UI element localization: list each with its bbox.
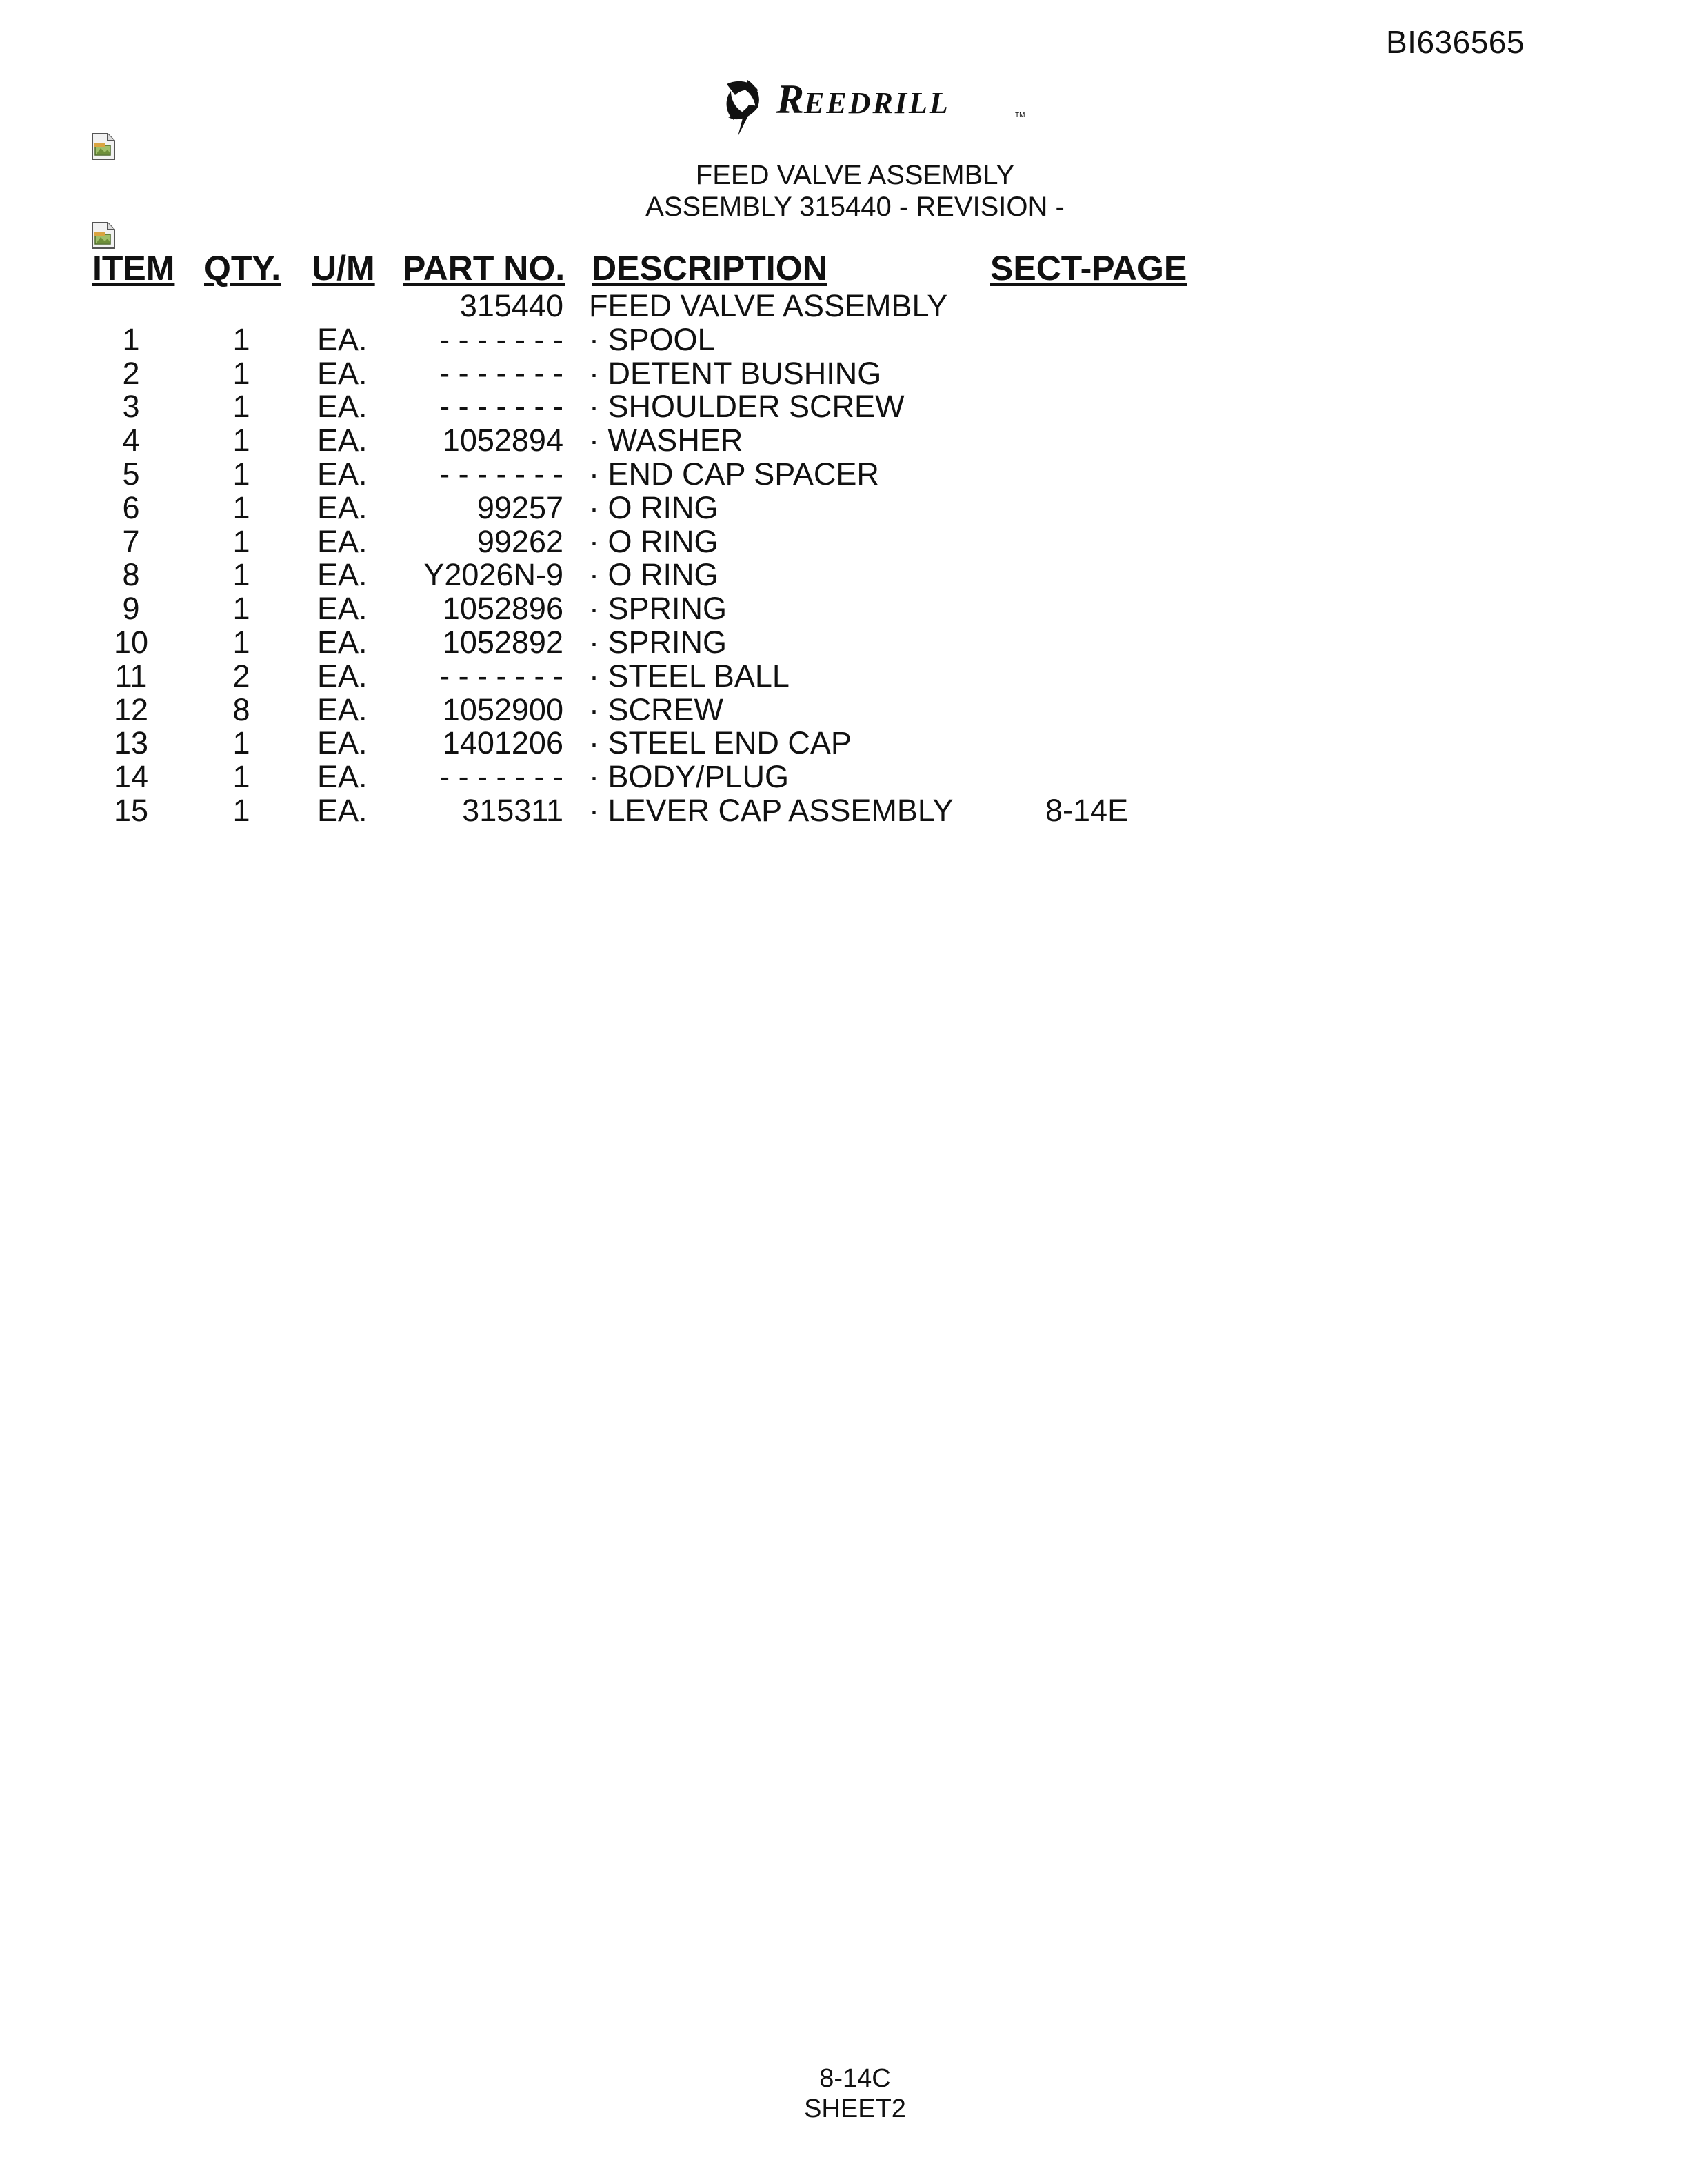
column-header-um: U/M (312, 249, 375, 287)
column-header-qty: QTY. (204, 249, 281, 287)
cell-um: EA. (317, 625, 368, 660)
document-icon[interactable] (91, 222, 117, 250)
sheet-number: SHEET2 (804, 2094, 906, 2123)
cell-qty: 1 (232, 557, 250, 593)
cell-description: · DETENT BUSHING (589, 355, 882, 391)
table-row (0, 793, 1241, 827)
cell-um: EA. (317, 389, 368, 425)
cell-description: · END CAP SPACER (589, 456, 879, 492)
cell-part-no: - - - - - - - (439, 759, 563, 795)
cell-qty: 1 (232, 759, 250, 795)
table-row (0, 658, 1241, 692)
cell-qty: 1 (232, 456, 250, 492)
cell-um: EA. (317, 423, 368, 458)
cell-part-no: - - - - - - - (439, 321, 563, 357)
cell-part-no: 315311 (462, 793, 563, 828)
table-row (0, 322, 1241, 356)
cell-item: 1 (122, 321, 140, 357)
column-header-item: ITEM (92, 249, 175, 287)
cell-description: · STEEL END CAP (589, 725, 852, 761)
column-header-part-no: PART NO. (403, 249, 565, 287)
cell-qty: 1 (232, 321, 250, 357)
cell-um: EA. (317, 691, 368, 727)
cell-description: · BODY/PLUG (589, 759, 790, 795)
cell-qty: 1 (232, 389, 250, 425)
document-icon[interactable] (91, 133, 117, 161)
table-row (0, 625, 1241, 658)
cell-description: · O RING (589, 489, 719, 525)
cell-description: · SPRING (589, 591, 727, 627)
cell-description: · STEEL BALL (589, 658, 790, 694)
cell-description: · SPOOL (589, 321, 715, 357)
cell-qty: 2 (232, 658, 250, 694)
cell-part-no: - - - - - - - (439, 389, 563, 425)
cell-item: 6 (122, 489, 140, 525)
cell-um: EA. (317, 759, 368, 795)
cell-part-no: 1401206 (442, 725, 563, 761)
cell-item: 9 (122, 591, 140, 627)
cell-qty: 1 (232, 725, 250, 761)
cell-qty: 1 (232, 793, 250, 828)
cell-item: 12 (113, 691, 149, 727)
cell-item: 2 (122, 355, 140, 391)
cell-item: 4 (122, 423, 140, 458)
svg-text:R: R (776, 77, 806, 122)
cell-part-no: Y2026N-9 (423, 557, 563, 593)
cell-qty: 1 (232, 355, 250, 391)
cell-item: 8 (122, 557, 140, 593)
table-row (0, 524, 1241, 558)
cell-item: 3 (122, 389, 140, 425)
cell-part-no: 99257 (476, 489, 563, 525)
cell-description: · WASHER (589, 423, 743, 458)
cell-part-no: 1052894 (442, 423, 563, 458)
cell-item: 14 (113, 759, 149, 795)
cell-description: · SPRING (589, 625, 727, 660)
cell-um: EA. (317, 321, 368, 357)
cell-um: EA. (317, 489, 368, 525)
table-row (0, 490, 1241, 524)
cell-um: EA. (317, 658, 368, 694)
table-row (0, 423, 1241, 456)
cell-item: 11 (114, 658, 148, 694)
cell-part-no: - - - - - - - (439, 658, 563, 694)
table-row (0, 456, 1241, 490)
cell-description: · O RING (589, 523, 719, 559)
table-row (0, 389, 1241, 423)
column-header-description: DESCRIPTION (592, 249, 827, 287)
cell-item: 15 (113, 793, 149, 828)
svg-text:EEDRILL: EEDRILL (804, 86, 950, 120)
svg-text:TM: TM (1015, 112, 1025, 119)
table-row (0, 591, 1241, 625)
cell-qty: 8 (232, 691, 250, 727)
cell-qty: 1 (232, 625, 250, 660)
cell-um: EA. (317, 793, 368, 828)
cell-description: · O RING (589, 557, 719, 593)
cell-um: EA. (317, 355, 368, 391)
table-row (0, 725, 1241, 759)
table-row (0, 759, 1241, 793)
cell-sect-page: 8-14E (1045, 793, 1129, 828)
cell-um: EA. (317, 456, 368, 492)
cell-um: EA. (317, 557, 368, 593)
logo-mark-icon (727, 80, 759, 136)
table-row (0, 288, 1241, 322)
cell-part-no: 99262 (476, 523, 563, 559)
cell-part-no: - - - - - - - (439, 355, 563, 391)
cell-part-no: 1052900 (442, 691, 563, 727)
cell-part-no: 1052892 (442, 625, 563, 660)
cell-item: 5 (122, 456, 140, 492)
cell-qty: 1 (232, 523, 250, 559)
table-row (0, 692, 1241, 726)
cell-description: FEED VALVE ASSEMBLY (589, 288, 948, 323)
cell-um: EA. (317, 725, 368, 761)
cell-qty: 1 (232, 591, 250, 627)
cell-item: 10 (113, 625, 149, 660)
cell-description: · SHOULDER SCREW (589, 389, 905, 425)
table-row (0, 557, 1241, 591)
table-row (0, 356, 1241, 390)
page-subtitle: ASSEMBLY 315440 - REVISION - (645, 192, 1065, 222)
reedrill-logo (717, 74, 1034, 136)
cell-part-no: 1052896 (442, 591, 563, 627)
page-title: FEED VALVE ASSEMBLY (695, 160, 1015, 190)
cell-description: · SCREW (589, 691, 723, 727)
cell-item: 13 (113, 725, 149, 761)
cell-um: EA. (317, 523, 368, 559)
cell-qty: 1 (232, 423, 250, 458)
cell-um: EA. (317, 591, 368, 627)
cell-part-no: 315440 (459, 288, 563, 323)
cell-part-no: - - - - - - - (439, 456, 563, 492)
document-id: BI636565 (1386, 24, 1525, 60)
column-header-sect-page: SECT-PAGE (990, 249, 1187, 287)
cell-qty: 1 (232, 489, 250, 525)
cell-item: 7 (122, 523, 140, 559)
cell-description: · LEVER CAP ASSEMBLY (589, 793, 954, 828)
page-number: 8-14C (819, 2064, 891, 2093)
